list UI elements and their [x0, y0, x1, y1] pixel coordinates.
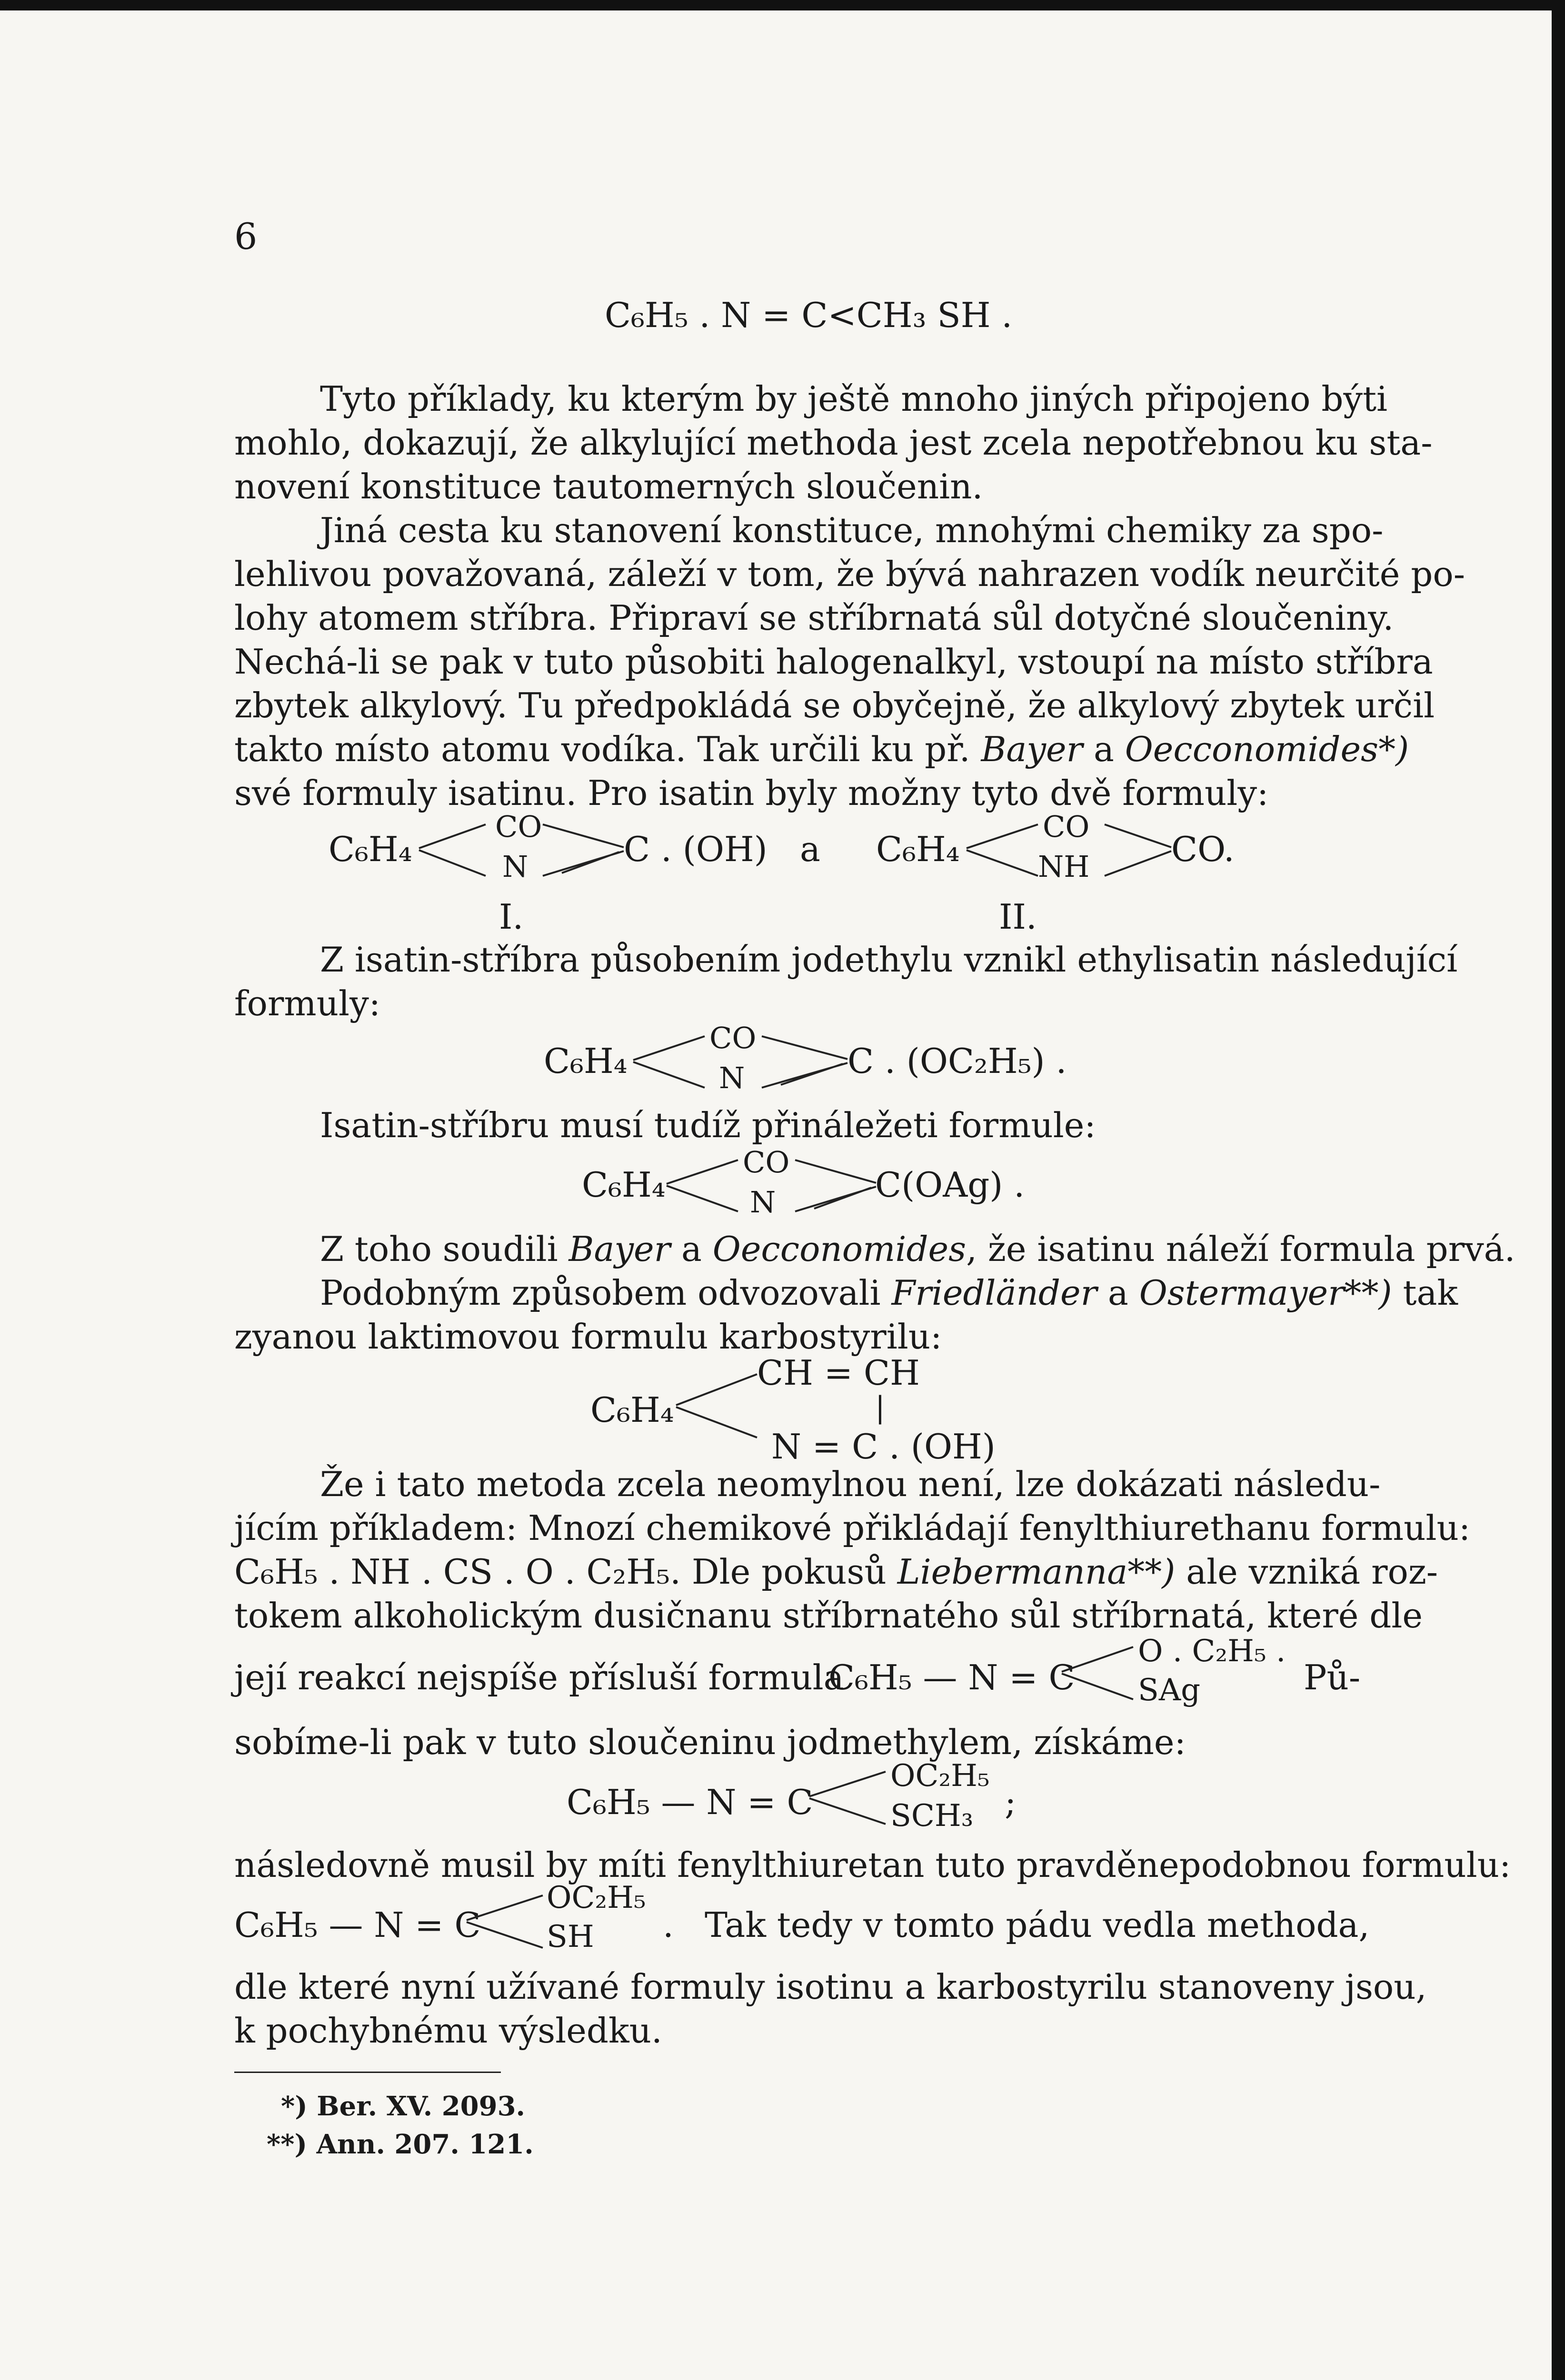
isatin-formula-2-top: CO — [1043, 809, 1090, 844]
isatin-label-1: I. — [499, 897, 524, 937]
conj-a: a — [1093, 729, 1114, 769]
paragraph-8-line-1 — [234, 1843, 1511, 1887]
author-ostermayer: Ostermayer**) — [1139, 1273, 1392, 1313]
ethyl-formula-brackets — [633, 1031, 852, 1093]
isatin-formula-1-top: CO — [495, 809, 542, 844]
ethyl-formula-right: C . (OC₂H₅) . — [847, 1041, 1067, 1081]
ethyl-formula-top: CO — [709, 1021, 757, 1055]
p8-formula-bottom: SH — [547, 1919, 594, 1954]
carbostyril-bottom: N = C . (OH) — [771, 1427, 996, 1467]
formula-top-text: C₆H₅ . N = C<CH₃ SH . — [605, 295, 1013, 335]
isatin-formula-2-bottom: NH — [1038, 849, 1090, 884]
paragraph-4 — [234, 1103, 1348, 1147]
methyl-formula-brackets — [809, 1767, 890, 1829]
footnote-2: **) Ann. 207. 121. — [267, 2129, 534, 2160]
ethyl-formula-left: C₆H₄ — [544, 1041, 628, 1081]
isatin-formula-2-left: C₆H₄ — [876, 829, 960, 869]
footnote-1: *) Ber. XV. 2093. — [281, 2091, 526, 2122]
p6-line-1 — [234, 1271, 1458, 1315]
p2-line-6 — [234, 727, 1409, 771]
p1-line-3: novení konstituce tautomerných sloučenin. — [234, 466, 983, 506]
paragraph-8-rest — [234, 1965, 1427, 2053]
carbostyril-bond: | — [875, 1390, 885, 1425]
p5-line-1 — [234, 1227, 1515, 1271]
p7-line-5-start: její reakcí nejspíše přísluší formula — [234, 1657, 844, 1697]
paragraph-7 — [234, 1462, 1471, 1637]
p8-line-1: následovně musil by míti fenylthiuretan tuto pravděnepodobnou formulu: — [234, 1845, 1511, 1885]
footnote-rule — [234, 2072, 501, 2073]
p3-line-1: Z isatin-stříbra působením jodethylu vznikl ethylisatin následující — [320, 940, 1458, 980]
p7-formula-top: O . C₂H₅ . — [1138, 1634, 1286, 1669]
p7-line-2: jícím příkladem: Mnozí chemikové přikládají fenylthiurethanu formulu: — [234, 1508, 1471, 1548]
paragraph-2 — [234, 508, 1465, 815]
page-number: 6 — [234, 215, 258, 258]
p7-line-3-start: C₆H₅ . NH . CS . O . C₂H₅. Dle pokusů — [234, 1552, 887, 1592]
methyl-formula-left: C₆H₅ — N = C — [567, 1782, 813, 1822]
p5-author-oecconomides: Oecconomides — [712, 1229, 967, 1269]
isatin-formula-1-left: C₆H₄ — [329, 829, 412, 869]
carbostyril-left: C₆H₄ — [590, 1390, 674, 1430]
silver-formula-bottom: N — [750, 1185, 776, 1220]
author-oecconomides-footnote: Oecconomides*) — [1125, 729, 1409, 769]
p8-formula-right: . — [663, 1905, 674, 1945]
isatin-formula-2-right: CO. — [1171, 829, 1235, 869]
p1-line-1: Tyto příklady, ku kterým by ještě mnoho jiných připojeno býti — [320, 379, 1388, 419]
p2-line-7: své formuly isatinu. Pro isatin byly možny tyto dvě formuly: — [234, 773, 1269, 813]
p3-line-2: formuly: — [234, 983, 381, 1023]
p7-line-5-end: Pů- — [1304, 1657, 1361, 1697]
methyl-formula-top: OC₂H₅ — [890, 1758, 990, 1794]
p7-formula-left: C₆H₅ — N = C — [828, 1657, 1075, 1697]
paragraph-1 — [234, 377, 1433, 508]
scan-border-right — [1552, 0, 1565, 2380]
page — [0, 10, 1552, 2380]
p2-line-6-text: takto místo atomu vodíka. Tak určili ku př. — [234, 729, 970, 769]
carbostyril-top: CH = CH — [757, 1353, 920, 1393]
p8-line-2-end: Tak tedy v tomto pádu vedla methoda, — [705, 1905, 1370, 1945]
paragraph-3 — [234, 938, 1458, 1025]
p6-line-2: zyanou laktimovou formulu karbostyrilu: — [234, 1317, 942, 1357]
p7-line-6: sobíme-li pak v tuto sloučeninu jodmethylem, získáme: — [234, 1722, 1186, 1762]
formula-top — [605, 295, 1012, 335]
p4-line-1: Isatin-stříbru musí tudíž přináležeti formule: — [320, 1105, 1096, 1145]
methyl-formula-bottom: SCH₃ — [890, 1798, 974, 1834]
p5-conj-a: a — [681, 1229, 702, 1269]
isatin-formula-1-brackets — [419, 820, 628, 882]
p1-line-2: mohlo, dokazují, že alkylující methoda jest zcela nepotřebnou ku sta- — [234, 423, 1433, 463]
p2-line-2: lehlivou považovaná, záleží v tom, že bývá nahrazen vodík neurčité po- — [234, 554, 1465, 594]
p2-line-1: Jiná cesta ku stanovení konstituce, mnohými chemiky za spo- — [320, 510, 1384, 550]
scan-border-top — [0, 0, 1565, 10]
author-bayer: Bayer — [981, 729, 1083, 769]
ethyl-formula-bottom: N — [719, 1061, 745, 1095]
p5-end: , že isatinu náleží formula prvá. — [966, 1229, 1515, 1269]
silver-formula-left: C₆H₄ — [582, 1165, 666, 1205]
p8-formula-left: C₆H₅ — N = C — [234, 1905, 481, 1945]
p5-start: Z toho soudili — [320, 1229, 558, 1269]
author-friedlander: Friedländer — [891, 1273, 1097, 1313]
methyl-formula-right: ; — [1005, 1782, 1017, 1822]
isatin-formula-2-brackets — [967, 820, 1176, 882]
silver-formula-right: C(OAg) . — [875, 1165, 1025, 1205]
isatin-formula-1-bottom: N — [502, 849, 528, 884]
p8-formula-brackets — [467, 1891, 548, 1953]
p6-conj-a: a — [1107, 1273, 1128, 1313]
p6-end: tak — [1403, 1273, 1458, 1313]
carbostyril-brackets — [676, 1372, 762, 1438]
p7-line-1: Že i tato metoda zcela neomylnou není, lze dokázati následu- — [320, 1464, 1381, 1504]
p2-line-5: zbytek alkylový. Tu předpokládá se obyčejně, že alkylový zbytek určil — [234, 685, 1435, 725]
p5-author-bayer: Bayer — [568, 1229, 671, 1269]
p2-line-4: Nechá-li se pak v tuto působiti halogenalkyl, vstoupí na místo stříbra — [234, 642, 1433, 682]
silver-formula-top: CO — [743, 1145, 790, 1180]
silver-formula-brackets — [667, 1155, 881, 1217]
isatin-formula-1-right: C . (OH) — [624, 829, 768, 869]
author-liebermann: Liebermanna**) — [897, 1552, 1176, 1592]
p2-line-3: lohy atomem stříbra. Připraví se stříbrnatá sůl dotyčné sloučeniny. — [234, 598, 1394, 638]
p7-line-4: tokem alkoholickým dusičnanu stříbrnatého sůl stříbrnatá, které dle — [234, 1596, 1423, 1636]
p6-start: Podobným způsobem odvozovali — [320, 1273, 881, 1313]
paragraph-5 — [234, 1227, 1515, 1359]
p7-formula-bottom: SAg — [1138, 1673, 1201, 1708]
p7-line-3-end: ale vzniká roz- — [1186, 1552, 1438, 1592]
p7-formula-brackets — [1062, 1643, 1138, 1705]
p8-line-4: k pochybnému výsledku. — [234, 2011, 662, 2051]
isatin-conj-a: a — [800, 829, 820, 869]
p8-line-3: dle které nyní užívané formuly isotinu a karbostyrilu stanoveny jsou, — [234, 1967, 1427, 2007]
p7-line-3 — [234, 1550, 1438, 1594]
isatin-label-2: II. — [999, 897, 1037, 937]
p8-formula-top: OC₂H₅ — [547, 1880, 646, 1915]
